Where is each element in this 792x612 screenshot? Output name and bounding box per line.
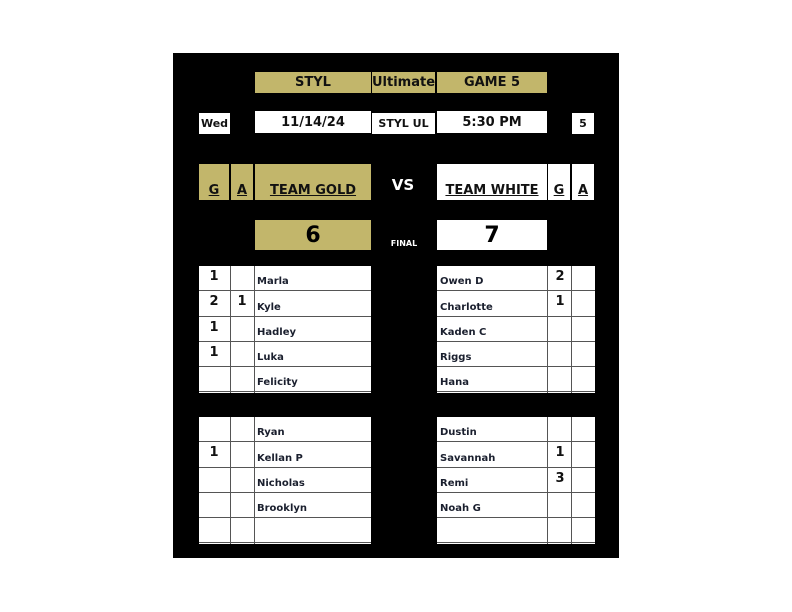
player-row <box>437 493 595 518</box>
player-name: Remi <box>440 477 469 489</box>
player-name: Nicholas <box>257 477 305 489</box>
vs-label: VS <box>391 176 415 194</box>
player-row <box>199 266 371 291</box>
player-name: Owen D <box>440 276 484 288</box>
team-white-block1-grid <box>437 266 595 393</box>
player-name: Savannah <box>440 452 496 464</box>
player-goals: 1 <box>209 344 219 360</box>
player-goals: 1 <box>209 269 219 284</box>
player-name: Dustin <box>440 427 477 439</box>
player-goals: 1 <box>209 319 219 335</box>
header-league: STYL <box>255 72 371 93</box>
team-gold-block1-grid <box>199 266 371 393</box>
player-name: Kyle <box>257 301 281 313</box>
team-white-score: 7 <box>437 220 547 250</box>
header-game: GAME 5 <box>437 72 547 93</box>
game-league-code: STYL UL <box>372 113 435 134</box>
player-row <box>199 317 371 342</box>
white-assists-header: A <box>572 164 594 200</box>
player-row <box>199 493 371 518</box>
player-row <box>437 468 595 493</box>
team-gold-block2-grid <box>199 417 371 544</box>
player-name: Charlotte <box>440 301 493 313</box>
player-name: Brooklyn <box>257 503 308 515</box>
player-row <box>199 518 371 543</box>
player-name: Noah G <box>440 503 481 515</box>
player-name: Hana <box>440 377 469 389</box>
player-goals: 1 <box>555 294 565 310</box>
player-row <box>199 291 371 316</box>
player-name: Ryan <box>257 427 285 439</box>
player-name: Riggs <box>440 352 472 364</box>
player-row <box>199 417 371 442</box>
game-time: 5:30 PM <box>437 111 547 133</box>
player-goals: 2 <box>209 294 219 310</box>
player-goals: 1 <box>209 445 219 461</box>
player-name: Luka <box>257 352 284 364</box>
gold-goals-header: G <box>199 164 229 200</box>
game-date: 11/14/24 <box>255 111 371 133</box>
player-row <box>437 367 595 392</box>
player-goals: 3 <box>555 470 565 486</box>
player-name: Marla <box>257 276 289 288</box>
player-name: Hadley <box>257 326 297 338</box>
player-row <box>437 342 595 367</box>
player-row <box>199 367 371 392</box>
team-white-name: TEAM WHITE <box>437 164 547 200</box>
gold-assists-header: A <box>231 164 253 200</box>
player-name: Kellan P <box>257 452 303 464</box>
player-row <box>199 342 371 367</box>
player-row <box>437 417 595 442</box>
player-assists: 1 <box>237 294 247 310</box>
header-sport: Ultimate <box>372 72 435 93</box>
team-gold-name: TEAM GOLD <box>255 164 371 200</box>
player-row <box>199 442 371 467</box>
player-name: Felicity <box>257 377 298 389</box>
team-gold-score: 6 <box>255 220 371 250</box>
final-label: FINAL <box>390 238 418 248</box>
white-goals-header: G <box>548 164 570 200</box>
player-row <box>199 468 371 493</box>
game-field: 5 <box>572 113 594 134</box>
player-row <box>437 266 595 291</box>
player-row <box>437 291 595 316</box>
team-white-block2-grid <box>437 417 595 544</box>
game-day: Wed <box>199 113 230 134</box>
player-goals: 2 <box>555 269 565 284</box>
player-goals: 1 <box>555 445 565 461</box>
player-name: Kaden C <box>440 326 487 338</box>
player-row <box>437 317 595 342</box>
player-row <box>437 518 595 543</box>
player-row <box>437 442 595 467</box>
scoresheet <box>173 53 619 558</box>
